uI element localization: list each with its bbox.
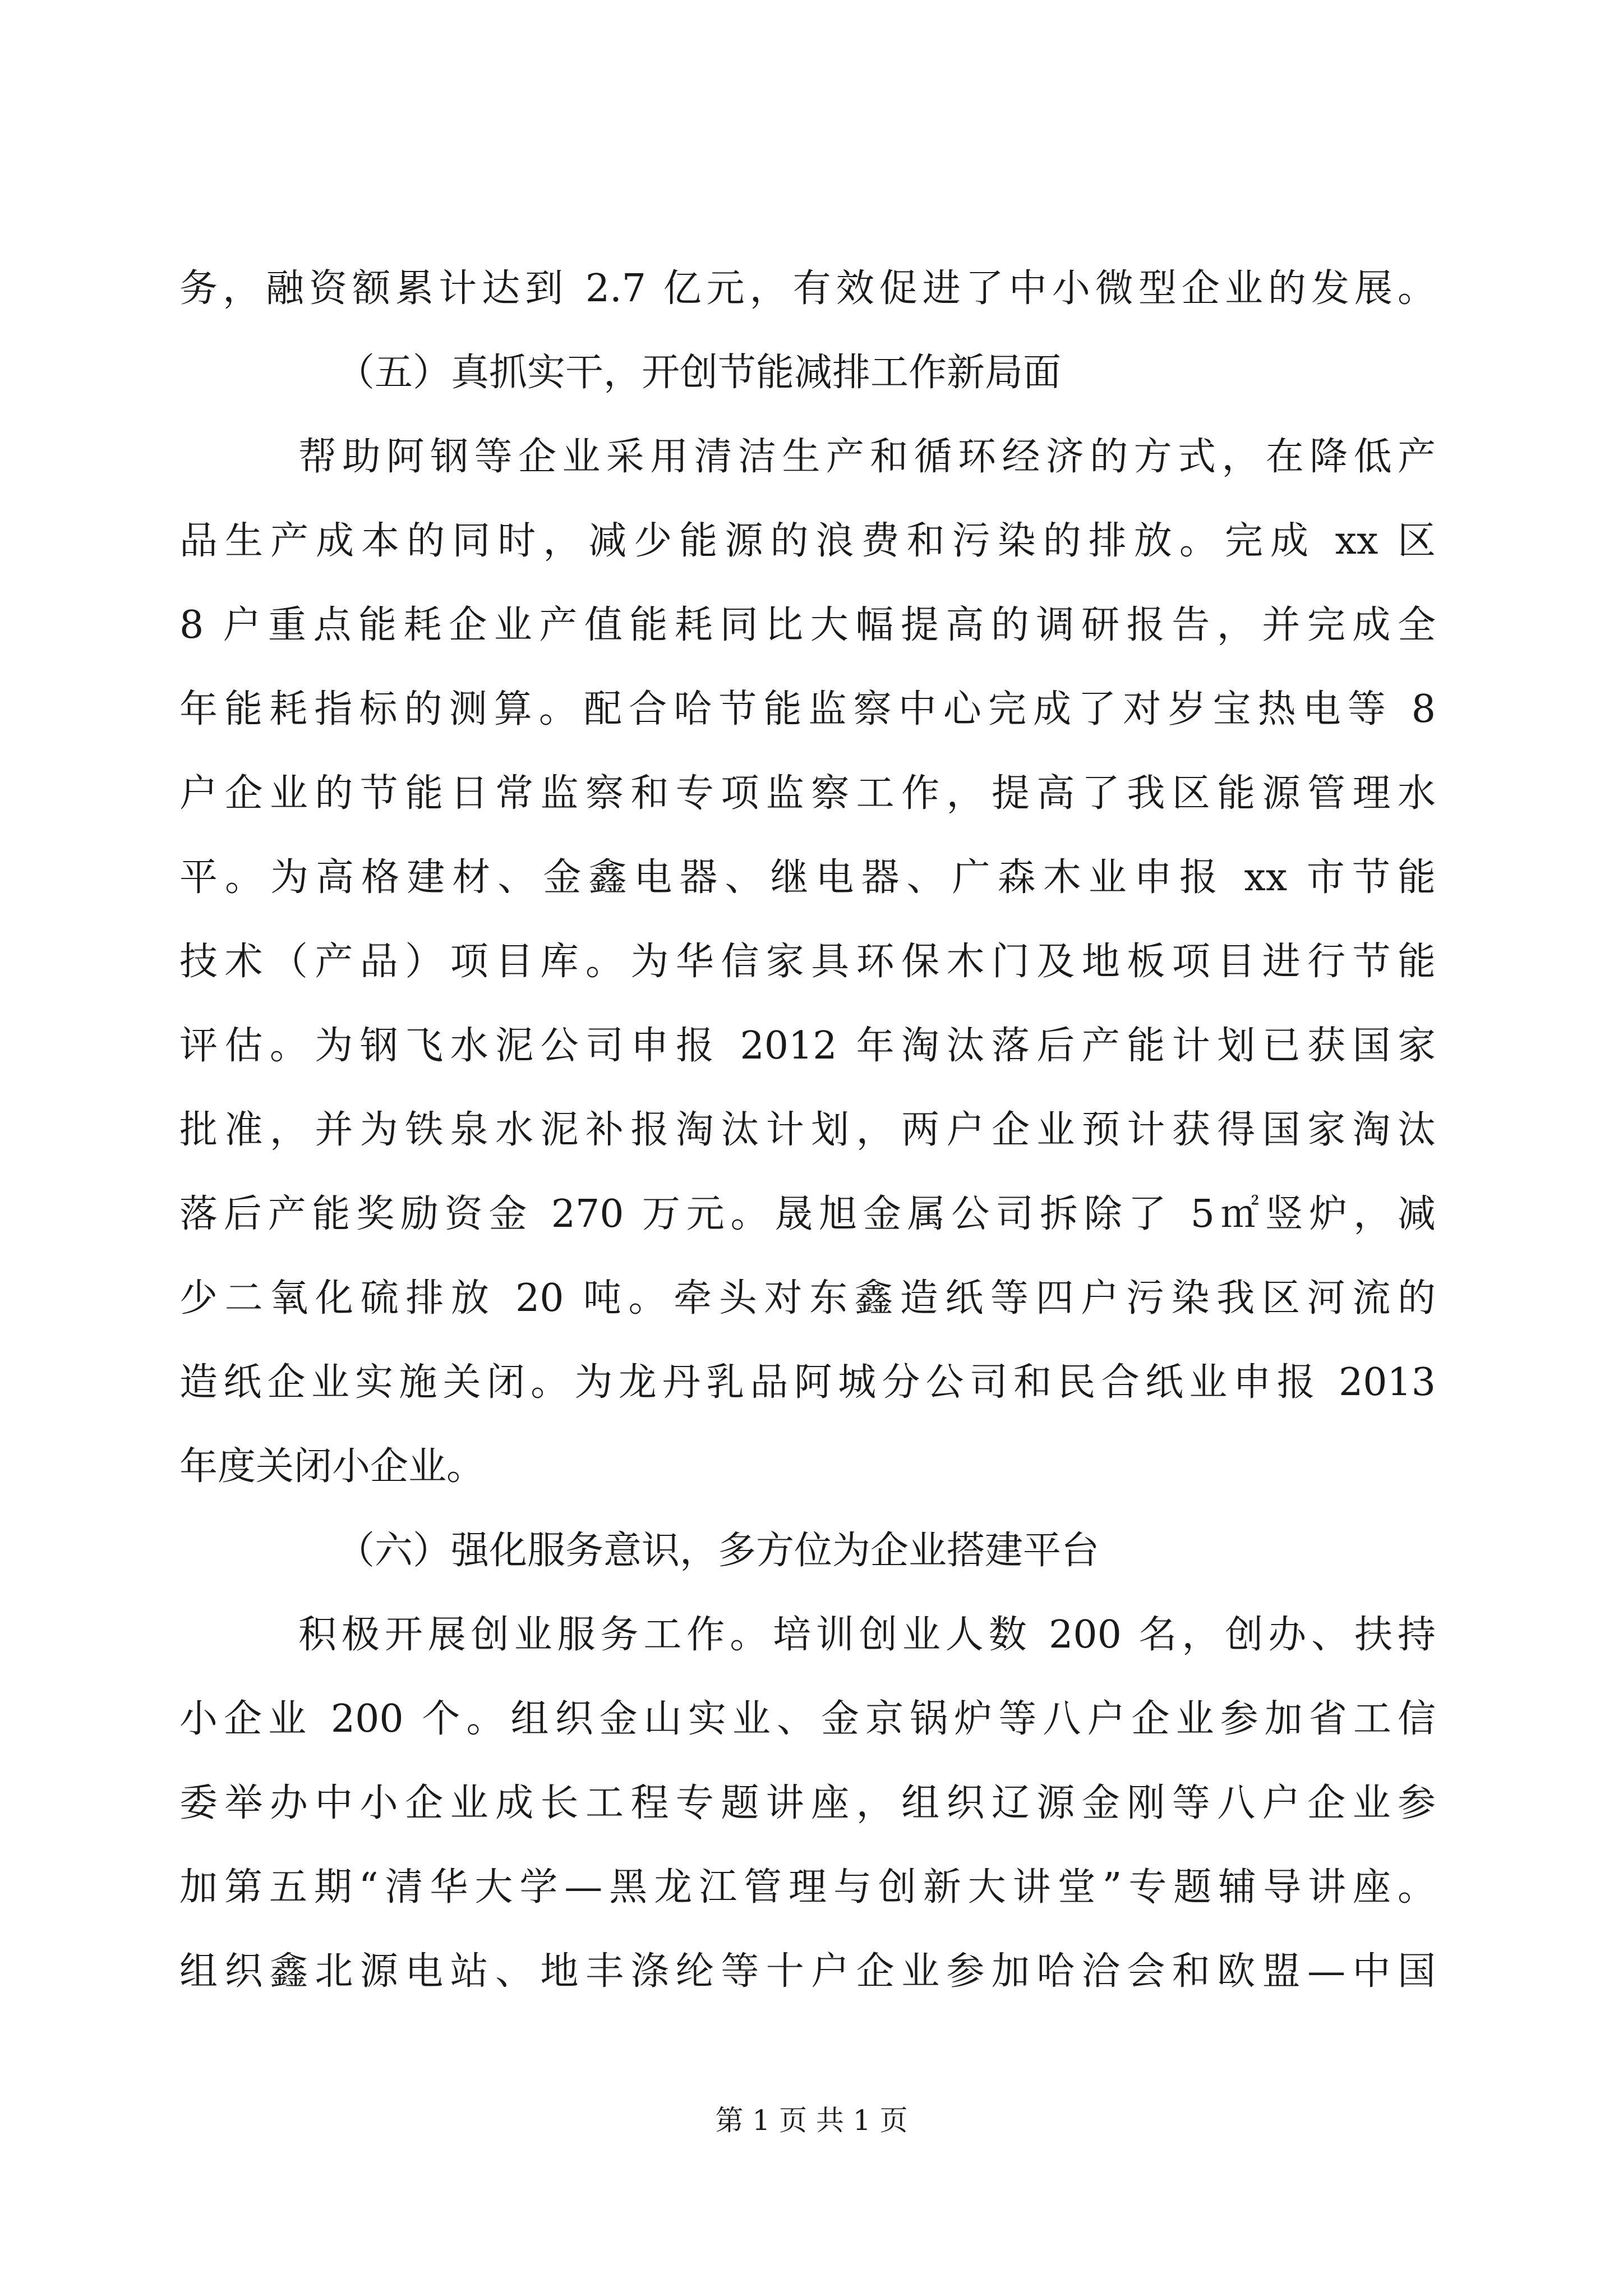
section-heading-five: （五）真抓实干，开创节能减排工作新局面 bbox=[336, 351, 1062, 395]
paragraph-line: 帮助阿钢等企业采用清洁生产和循环经济的方式，在降低产 bbox=[298, 435, 1436, 479]
paragraph-line: 加第五期“清华大学—黑龙江管理与创新大讲堂”专题辅导讲座。 bbox=[179, 1865, 1436, 1910]
paragraph-line: 组织鑫北源电站、地丰涤纶等十户企业参加哈洽会和欧盟—中国 bbox=[179, 1949, 1436, 1994]
paragraph-line: 技术（产品）项目库。为华信家具环保木门及地板项目进行节能 bbox=[179, 940, 1436, 984]
paragraph-line: 造纸企业实施关闭。为龙丹乳品阿城分公司和民合纸业申报 2013 bbox=[179, 1360, 1436, 1405]
paragraph-line: 品生产成本的同时，减少能源的浪费和污染的排放。完成 xx 区 bbox=[179, 519, 1436, 563]
paragraph-line: 评估。为钢飞水泥公司申报 2012 年淘汰落后产能计划已获国家 bbox=[179, 1024, 1436, 1068]
page-number-footer: 第 1 页 共 1 页 bbox=[715, 2104, 908, 2137]
paragraph-line: 年能耗指标的测算。配合哈节能监察中心完成了对岁宝热电等 8 bbox=[179, 687, 1436, 731]
paragraph-line: 8 户重点能耗企业产值能耗同比大幅提高的调研报告，并完成全 bbox=[179, 603, 1436, 647]
section-heading-six: （六）强化服务意识，多方位为企业搭建平台 bbox=[336, 1529, 1100, 1573]
document-body bbox=[179, 247, 1436, 2014]
paragraph-line: 批准，并为铁泉水泥补报淘汰计划，两户企业预计获得国家淘汰 bbox=[179, 1108, 1436, 1152]
paragraph-line: 委举办中小企业成长工程专题讲座，组织辽源金刚等八户企业参 bbox=[179, 1781, 1436, 1825]
paragraph-line: 少二氧化硫排放 20 吨。牵头对东鑫造纸等四户污染我区河流的 bbox=[179, 1276, 1436, 1320]
paragraph-line: 务，融资额累计达到 2.7 亿元，有效促进了中小微型企业的发展。 bbox=[179, 266, 1436, 311]
paragraph-line: 小企业 200 个。组织金山实业、金京锅炉等八户企业参加省工信 bbox=[179, 1697, 1436, 1741]
paragraph-line: 户企业的节能日常监察和专项监察工作，提高了我区能源管理水 bbox=[179, 771, 1436, 816]
paragraph-line: 积极开展创业服务工作。培训创业人数 200 名，创办、扶持 bbox=[298, 1613, 1436, 1657]
paragraph-line-last: 年度关闭小企业。 bbox=[179, 1444, 485, 1489]
paragraph-line: 平。为高格建材、金鑫电器、继电器、广森木业申报 xx 市节能 bbox=[179, 855, 1436, 900]
paragraph-line: 落后产能奖励资金 270 万元。晟旭金属公司拆除了 5㎡竖炉，减 bbox=[179, 1192, 1436, 1236]
